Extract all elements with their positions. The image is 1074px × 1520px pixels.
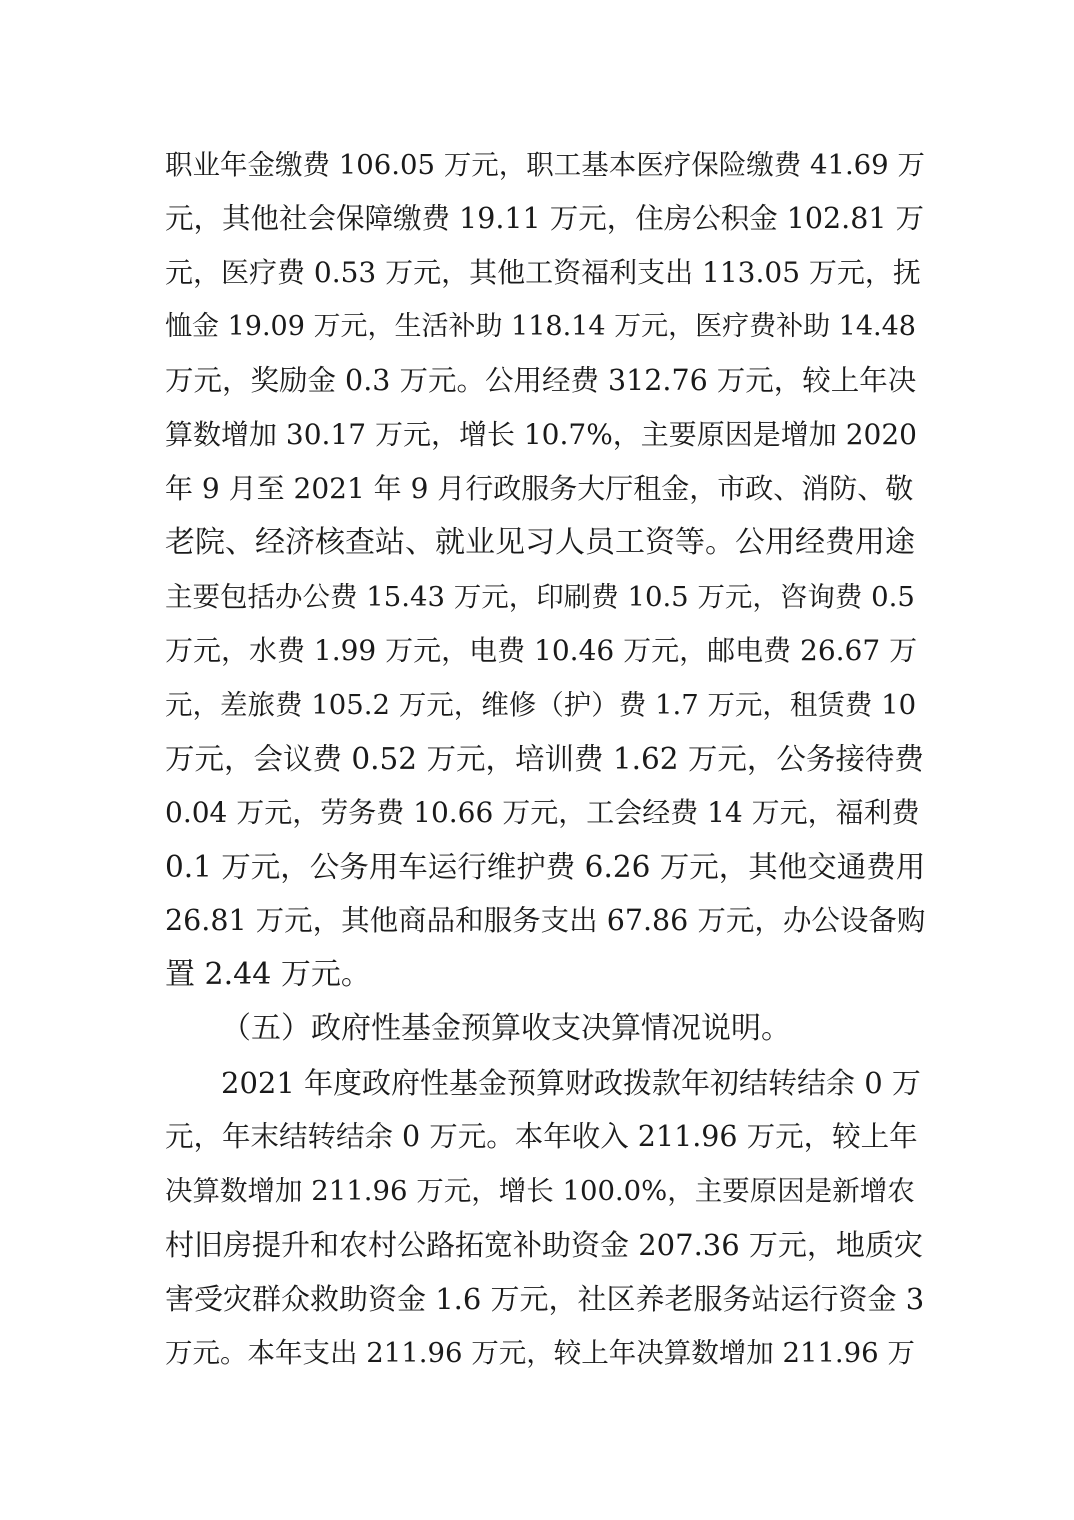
body-text-line: 村旧房提升和农村公路拓宽补助资金 207.36 万元，地质灾: [165, 1228, 923, 1262]
body-text-line: 职业年金缴费 106.05 万元，职工基本医疗保险缴费 41.69 万: [165, 149, 925, 181]
body-text-line: 万元，奖励金 0.3 万元。公用经费 312.76 万元，较上年决: [165, 364, 917, 397]
body-text-line: 元，年末结转结余 0 万元。本年收入 211.96 万元，较上年: [165, 1120, 918, 1153]
body-text-line: 2021 年度政府性基金预算财政拨款年初结转结余 0 万: [221, 1066, 921, 1100]
body-text-line: 万元，会议费 0.52 万元，培训费 1.62 万元，公务接待费: [165, 742, 924, 776]
body-text-line: 置 2.44 万元。: [165, 957, 371, 992]
body-text-line: 0.04 万元，劳务费 10.66 万元，工会经费 14 万元，福利费: [165, 796, 920, 829]
body-text-line: 老院、经济核查站、就业见习人员工资等。公用经费用途: [165, 525, 915, 560]
body-text-line: 恤金 19.09 万元，生活补助 118.14 万元，医疗费补助 14.48: [165, 311, 916, 342]
body-text-line: 万元。本年支出 211.96 万元，较上年决算数增加 211.96 万: [165, 1337, 915, 1369]
body-text-line: 元，差旅费 105.2 万元，维修（护）费 1.7 万元，租赁费 10: [165, 689, 917, 721]
body-text-line: 26.81 万元，其他商品和服务支出 67.86 万元，办公设备购: [165, 904, 926, 937]
body-text-line: 决算数增加 211.96 万元，增长 100.0%，主要原因是新增农: [165, 1175, 915, 1207]
body-text-line: 元，医疗费 0.53 万元，其他工资福利支出 113.05 万元，抚: [165, 256, 921, 289]
body-text-line: 0.1 万元，公务用车运行维护费 6.26 万元，其他交通费用: [165, 850, 926, 884]
body-text-line: 算数增加 30.17 万元，增长 10.7%，主要原因是增加 2020: [165, 418, 917, 451]
section-heading: （五）政府性基金预算收支决算情况说明。: [221, 1011, 791, 1046]
body-text-line: 万元，水费 1.99 万元，电费 10.46 万元，邮电费 26.67 万: [165, 634, 918, 667]
body-text-line: 元，其他社会保障缴费 19.11 万元，住房公积金 102.81 万: [165, 202, 925, 235]
body-text-line: 害受灾群众救助资金 1.6 万元，社区养老服务站运行资金 3: [165, 1282, 925, 1316]
body-text-line: 主要包括办公费 15.43 万元，印刷费 10.5 万元，咨询费 0.5: [165, 581, 915, 613]
body-text-line: 年 9 月至 2021 年 9 月行政服务大厅租金，市政、消防、敬: [165, 472, 914, 505]
